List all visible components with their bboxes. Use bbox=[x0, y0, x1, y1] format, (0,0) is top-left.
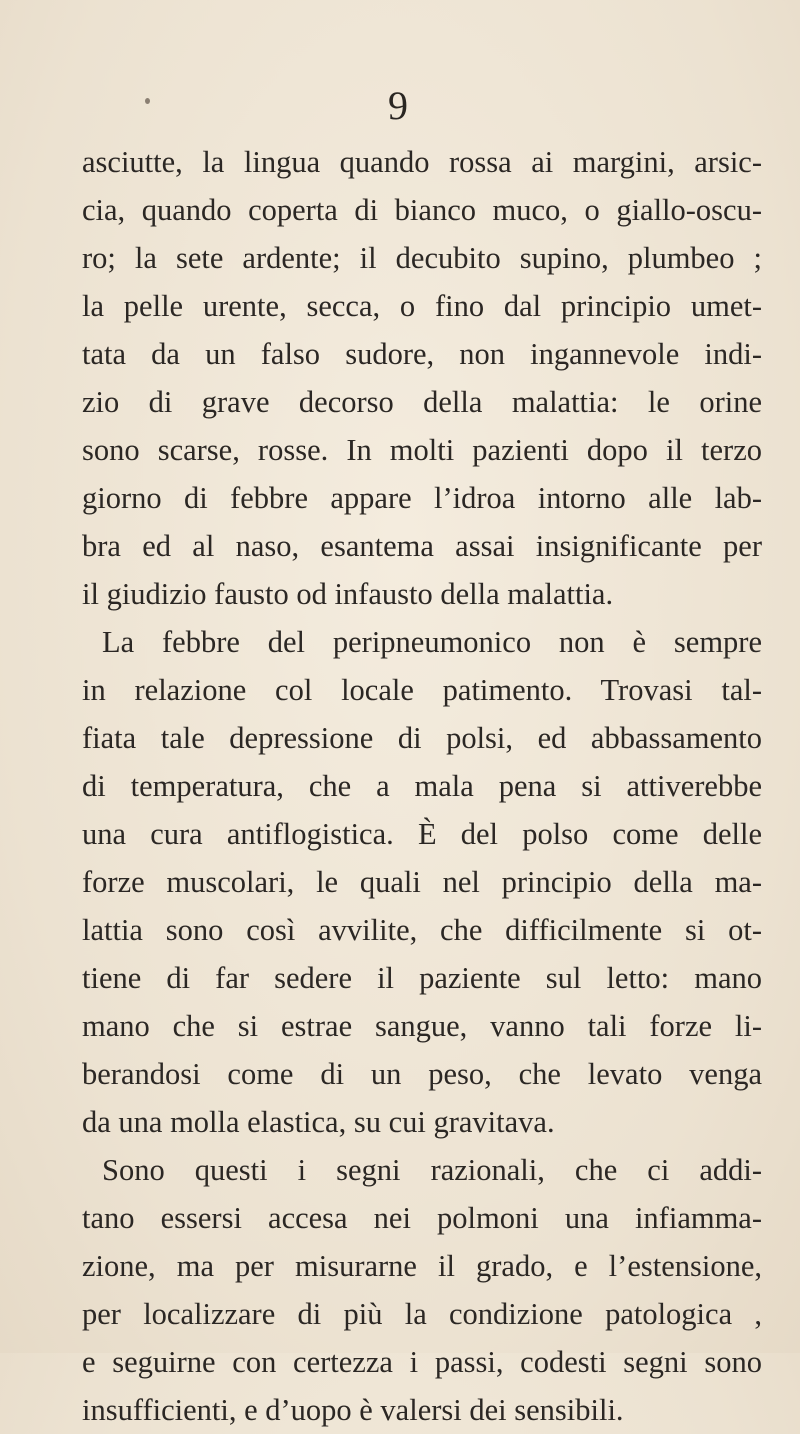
text-line: fiata tale depressione di polsi, ed abbassamento bbox=[82, 721, 762, 755]
text-line: zione, ma per misurarne il grado, e l’estensione, bbox=[82, 1249, 762, 1283]
text-line: bra ed al naso, esantema assai insignificante per bbox=[82, 529, 762, 563]
text-line: di temperatura, che a mala pena si attiverebbe bbox=[82, 769, 762, 803]
paragraph-1 bbox=[82, 138, 762, 618]
text-line: sono scarse, rosse. In molti pazienti dopo il terzo bbox=[82, 433, 762, 467]
text-line: Sono questi i segni razionali, che ci addi- bbox=[102, 1153, 762, 1187]
paragraph-2 bbox=[82, 618, 762, 1146]
text-line: insufficienti, e d’uopo è valersi dei sensibili. bbox=[82, 1393, 624, 1427]
text-line: berandosi come di un peso, che levato venga bbox=[82, 1057, 762, 1091]
text-line: La febbre del peripneumonico non è sempre bbox=[102, 625, 762, 659]
text-line: una cura antiflogistica. È del polso come delle bbox=[82, 817, 762, 851]
text-line: cia, quando coperta di bianco muco, o giallo-oscu- bbox=[82, 193, 762, 227]
text-line: mano che si estrae sangue, vanno tali forze li- bbox=[82, 1009, 762, 1043]
text-line: tiene di far sedere il paziente sul letto: mano bbox=[82, 961, 762, 995]
body-text bbox=[82, 138, 762, 1434]
text-line: forze muscolari, le quali nel principio della ma- bbox=[82, 865, 762, 899]
text-line: da una molla elastica, su cui gravitava. bbox=[82, 1105, 555, 1139]
text-line: in relazione col locale patimento. Trovasi tal- bbox=[82, 673, 762, 707]
paragraph-3 bbox=[82, 1146, 762, 1434]
text-line: lattia sono così avvilite, che difficilmente si ot- bbox=[82, 913, 762, 947]
text-line: la pelle urente, secca, o fino dal principio umet- bbox=[82, 289, 762, 323]
page-number: 9 bbox=[388, 83, 408, 128]
text-line: per localizzare di più la condizione patologica , bbox=[82, 1297, 762, 1331]
text-line: asciutte, la lingua quando rossa ai margini, arsic- bbox=[82, 145, 762, 179]
text-line: zio di grave decorso della malattia: le orine bbox=[82, 385, 762, 419]
text-line: giorno di febbre appare l’idroa intorno alle lab- bbox=[82, 481, 762, 515]
text-line: tano essersi accesa nei polmoni una infiamma- bbox=[82, 1201, 762, 1235]
text-line: ro; la sete ardente; il decubito supino, plumbeo ; bbox=[82, 241, 762, 275]
text-line: il giudizio fausto od infausto della malattia. bbox=[82, 577, 614, 611]
text-line: tata da un falso sudore, non ingannevole indi- bbox=[82, 337, 762, 371]
ink-speck bbox=[145, 98, 150, 104]
text-line: e seguirne con certezza i passi, codesti segni sono bbox=[82, 1345, 762, 1379]
